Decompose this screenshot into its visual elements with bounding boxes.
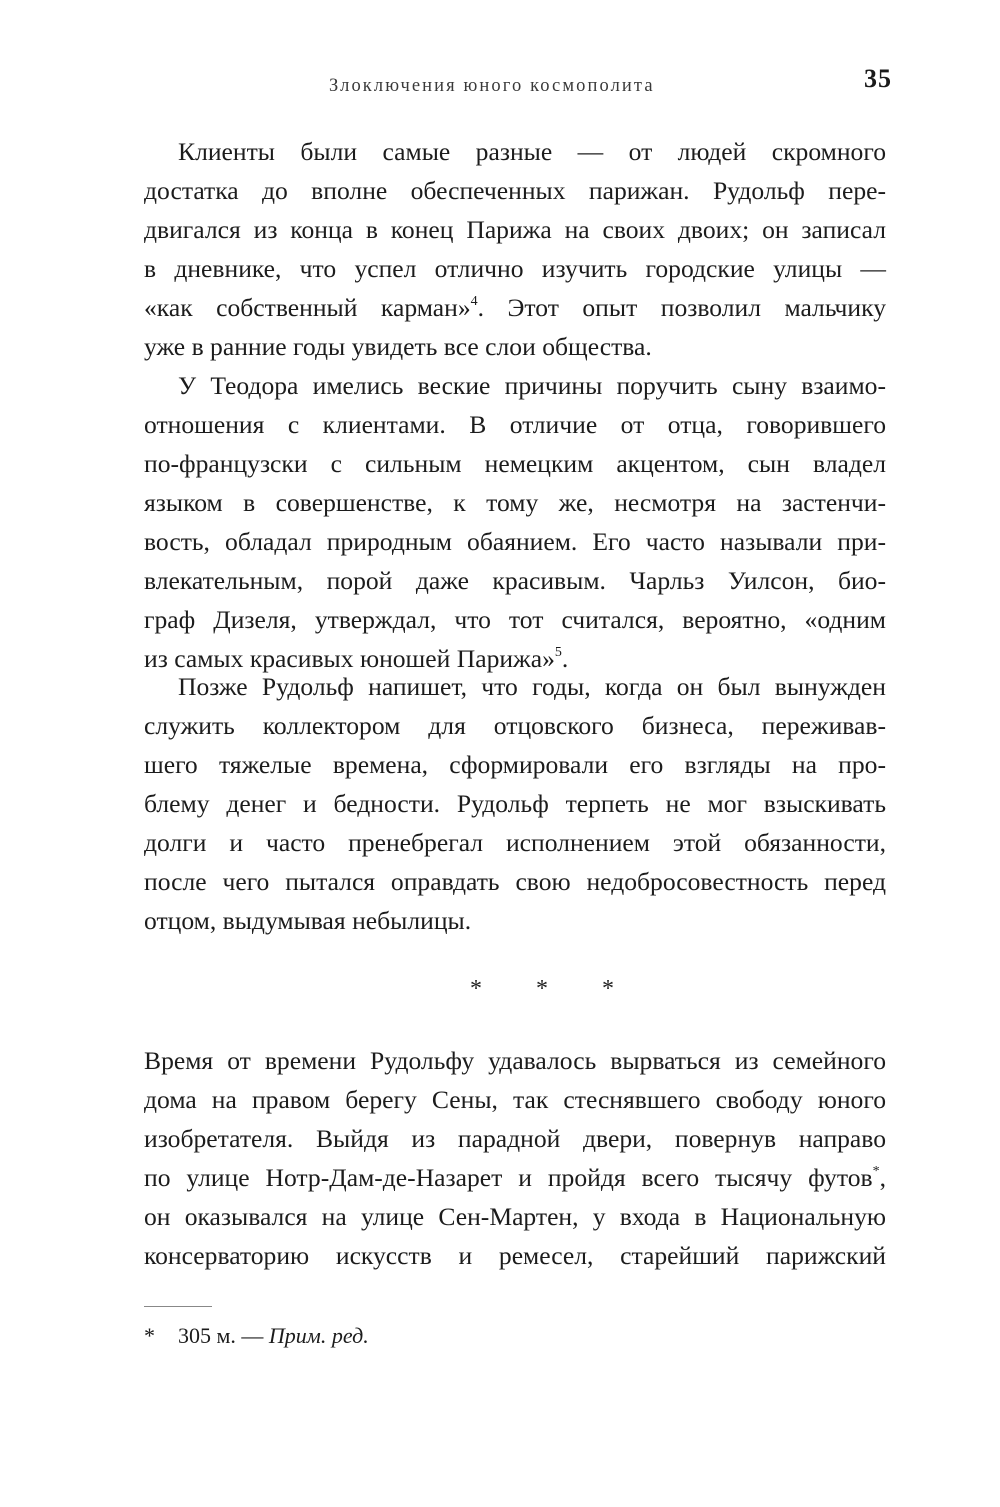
text-line: отношения с клиентами. В отличие от отца, говорившего [144,410,886,439]
text-line: двигался из конца в конец Парижа на своих двоих; он записал [144,215,886,244]
text-line: Время от времени Рудольфу удавалось вырваться из семейного [144,1046,886,1075]
text-line [144,288,886,327]
text-line: блему денег и бедности. Рудольф терпеть не мог взыскивать [144,789,886,818]
text-fragment: , [879,1163,886,1192]
text-fragment: . Этот опыт позволил мальчику [477,293,886,322]
text-fragment: . [561,644,569,673]
text-fragment: из самых красивых юношей Парижа» [144,644,555,673]
footnote-editor-note: Прим. ред. [268,1323,369,1348]
footnote-mark: * [144,1323,155,1348]
text-fragment: «как собственный карман» [144,293,471,322]
text-line: У Теодора имелись веские причины поручить сыну взаимо- [178,371,886,400]
text-fragment: по улице Нотр-Дам-де-Назарет и пройдя всего тысячу футов [144,1163,873,1192]
footnote-ref-4: 4 [470,294,478,310]
text-line: влекательным, порой даже красивым. Чарльз Уилсон, био- [144,566,886,595]
footnote-ref-5: 5 [554,645,562,661]
running-title: Злоключения юного космополита [329,76,655,96]
text-line: служить коллектором для отцовского бизнеса, переживав- [144,711,886,740]
text-line [144,1158,886,1197]
text-line: Клиенты были самые разные — от людей скромного [178,137,886,166]
page-number: 35 [864,64,892,93]
text-line: граф Дизеля, утверждал, что тот считался, вероятно, «одним [144,605,886,634]
text-line: языком в совершенстве, к тому же, несмотря на застенчи- [144,488,886,517]
text-line: по-французски с сильным немецким акцентом, сын владел [144,449,886,478]
paragraph-3 [144,667,886,940]
text-line: достатка до вполне обеспеченных парижан. Рудольф пере- [144,176,886,205]
text-line: Позже Рудольф напишет, что годы, когда он был вынужден [178,672,886,701]
paragraph-2 [144,366,886,678]
text-line: изобретателя. Выйдя из парадной двери, повернув направо [144,1124,886,1153]
text-line: он оказывался на улице Сен-Мартен, у входа в Национальную [144,1202,886,1231]
text-line: уже в ранние годы увидеть все слои общества. [144,332,652,361]
text-line: шего тяжелые времена, сформировали его взгляды на про- [144,750,886,779]
text-line: долги и часто пренебрегал исполнением этой обязанности, [144,828,886,857]
paragraph-1 [144,132,886,366]
paragraph-4 [144,1041,886,1275]
footnote [144,1321,369,1351]
section-separator: * * * [470,976,638,1002]
footnote-ref-star: * [872,1164,880,1180]
text-line: дома на правом берегу Сены, так стеснявшего свободу юного [144,1085,886,1114]
text-line: отцом, выдумывая небылицы. [144,906,472,935]
text-line: после чего пытался оправдать свою недобросовестность перед [144,867,886,896]
footnote-divider [144,1306,212,1307]
text-line: в дневнике, что успел отлично изучить городские улицы — [144,254,886,283]
text-line: вость, обладал природным обаянием. Его часто называли при- [144,527,886,556]
footnote-text: 305 м. — [178,1323,269,1348]
text-line: консерваторию искусств и ремесел, старейший парижский [144,1241,886,1270]
